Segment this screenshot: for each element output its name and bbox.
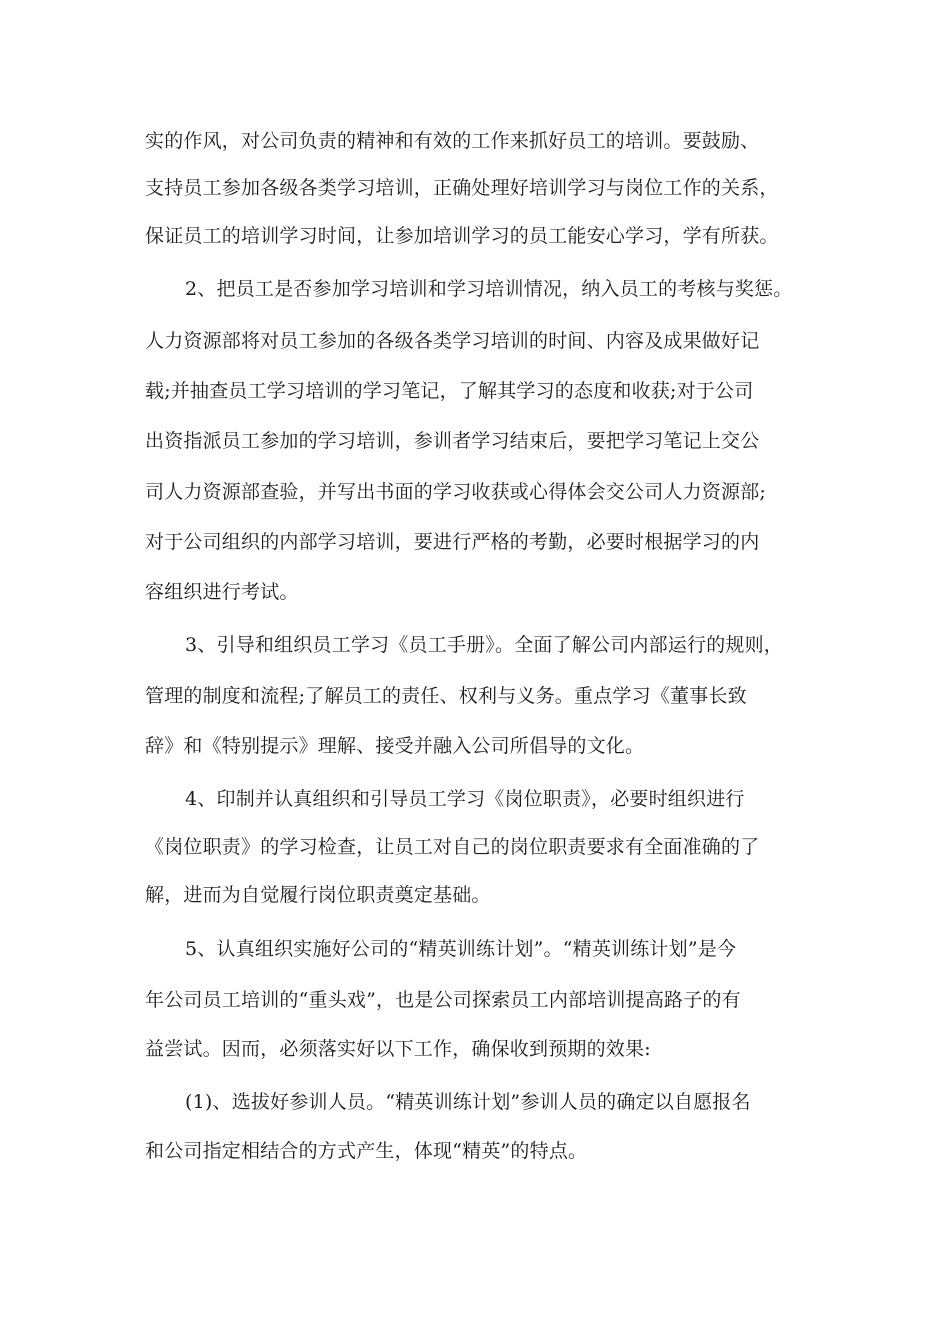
- text-line: 益尝试。因而，必须落实好以下工作，确保收到预期的效果:: [145, 1038, 651, 1060]
- text-line: 出资指派员工参加的学习培训，参训者学习结束后，要把学习笔记上交公: [145, 430, 760, 452]
- text-line: 实的作风，对公司负责的精神和有效的工作来抓好员工的培训。要鼓励、: [145, 130, 760, 152]
- text-line: 对于公司组织的内部学习培训，要进行严格的考勤，必要时根据学习的内: [145, 531, 760, 553]
- paragraph-4-line: 4、印制并认真组织和引导员工学习《岗位职责》，必要时组织进行: [185, 788, 745, 810]
- text-line: 辞》和《特别提示》理解、接受并融入公司所倡导的文化。: [145, 735, 645, 757]
- paragraph-5-line: 5、认真组织实施好公司的“精英训练计划”。“精英训练计划”是今: [185, 938, 737, 960]
- paragraph-3-line: 3、引导和组织员工学习《员工手册》。全面了解公司内部运行的规则，: [185, 634, 783, 656]
- text-line: 人力资源部将对员工参加的各级各类学习培训的时间、内容及成果做好记: [145, 330, 760, 352]
- sub-item-1-line: (1)、选拔好参训人员。“精英训练计划”参训人员的确定以自愿报名: [185, 1091, 751, 1113]
- text-line: 保证员工的培训学习时间，让参加培训学习的员工能安心学习，学有所获。: [145, 225, 779, 247]
- text-line: 载;并抽查员工学习培训的学习笔记，了解其学习的态度和收获;对于公司: [145, 380, 754, 402]
- text-line: 年公司员工培训的“重头戏”，也是公司探索员工内部培训提高路子的有: [145, 989, 741, 1011]
- paragraph-2-line: 2、把员工是否参加学习培训和学习培训情况，纳入员工的考核与奖惩。: [185, 278, 793, 300]
- text-line: 容组织进行考试。: [145, 581, 299, 603]
- text-line: 支持员工参加各级各类学习培训，正确处理好培训学习与岗位工作的关系，: [145, 177, 779, 199]
- text-line: 管理的制度和流程;了解员工的责任、权利与义务。重点学习《董事长致: [145, 685, 747, 707]
- text-line: 司人力资源部查验，并写出书面的学习收获或心得体会交公司人力资源部;: [145, 481, 767, 503]
- text-line: 和公司指定相结合的方式产生，体现“精英”的特点。: [145, 1140, 588, 1162]
- text-line: 解，进而为自觉履行岗位职责奠定基础。: [145, 884, 491, 906]
- text-line: 《岗位职责》的学习检查，让员工对自己的岗位职责要求有全面准确的了: [145, 836, 760, 858]
